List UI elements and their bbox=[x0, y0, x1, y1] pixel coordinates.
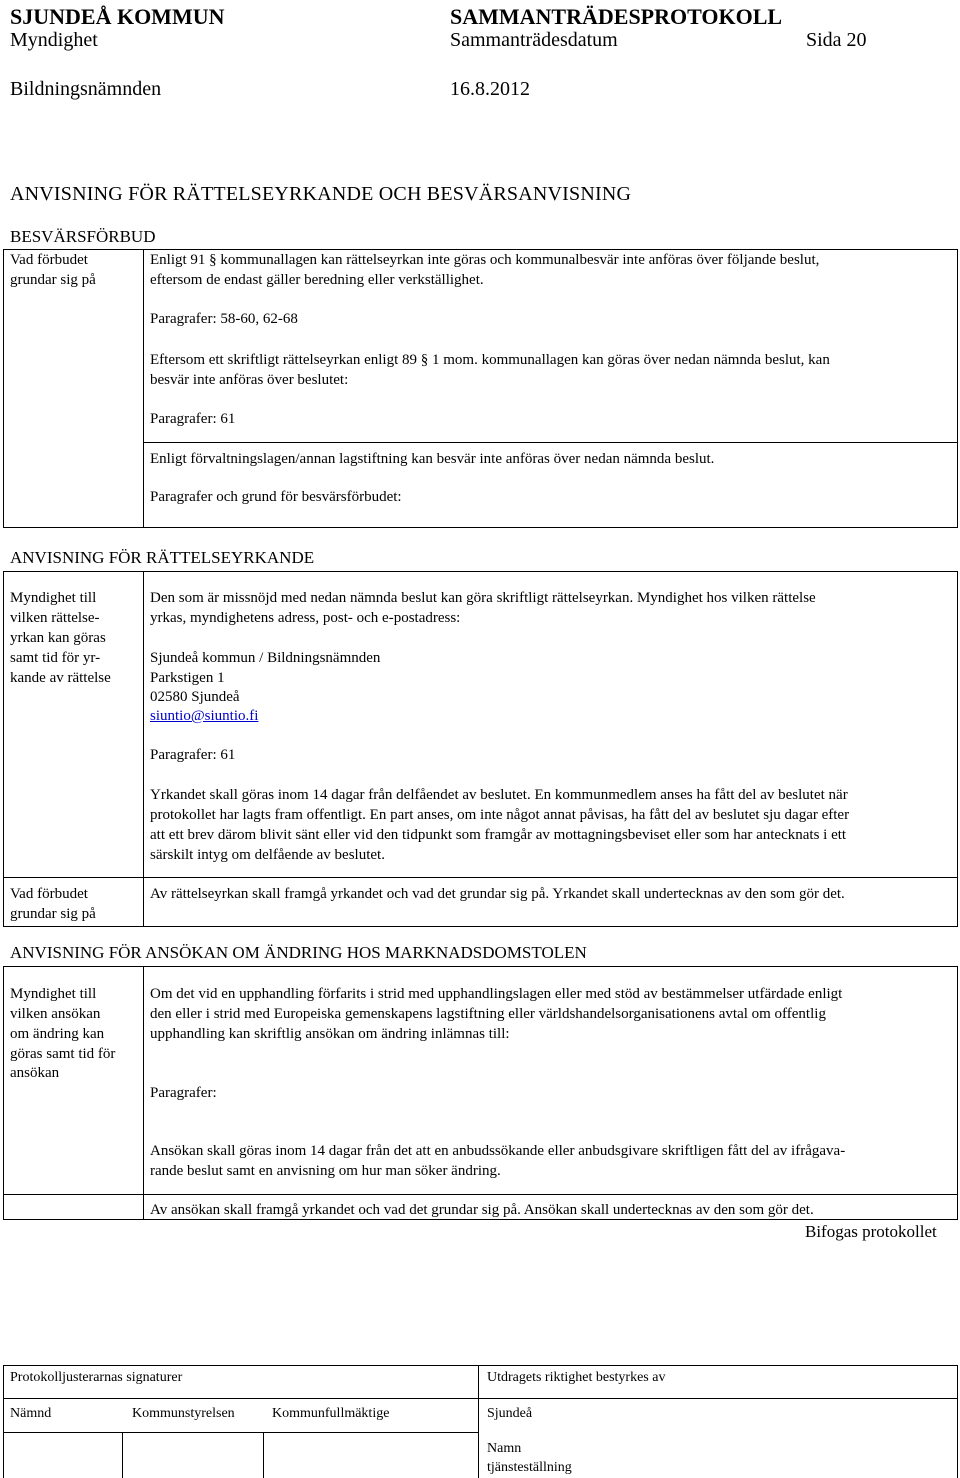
footer-col-executive: Kommunstyrelsen bbox=[132, 1406, 235, 1421]
appeal-ban-paragraphs-1: Paragrafer: 58-60, 62-68 bbox=[150, 311, 298, 327]
footer-name-label: Namn bbox=[487, 1441, 522, 1456]
market-authority-label-2: vilken ansökan bbox=[10, 1006, 101, 1022]
market-text-2a: Ansökan skall göras inom 14 dagar från det att en anbudssökande eller anbudsgivare skriftligen fått del av ifrågava- bbox=[150, 1143, 846, 1159]
address-line-3: 02580 Sjundeå bbox=[150, 689, 240, 705]
footer-title-label: tjänsteställning bbox=[487, 1460, 572, 1475]
correction-authority-label-5: kande av rättelse bbox=[10, 670, 111, 686]
appeal-ban-text-1b: eftersom de endast gäller beredning eller verkställighet. bbox=[150, 272, 484, 288]
authority-label: Myndighet bbox=[10, 29, 98, 51]
correction-text-2a: Yrkandet skall göras inom 14 dagar från delfåendet av beslutet. En kommunmedlem anses ha fått del av beslutet när bbox=[150, 787, 848, 803]
date-label: Sammanträdesdatum bbox=[450, 29, 618, 51]
correction-text-2b: protokollet har lagts fram offentligt. En part anses, om inte något annat påvisas, ha fått del av beslutet sju dagar efter bbox=[150, 807, 850, 823]
address-line-1: Sjundeå kommun / Bildningsnämnden bbox=[150, 650, 381, 666]
appeal-ban-paragraphs-2: Paragrafer: 61 bbox=[150, 411, 236, 427]
address-line-2: Parkstigen 1 bbox=[150, 670, 225, 686]
appeal-ban-ground-label: Vad förbudet grundar sig på bbox=[10, 252, 96, 288]
market-text-2b: rande beslut samt en anvisning om hur man söker ändring. bbox=[150, 1163, 501, 1179]
correction-ground-label-1: Vad förbudet bbox=[10, 886, 88, 902]
market-authority-label-5: ansökan bbox=[10, 1065, 60, 1081]
correction-text-2c: att ett brev därom blivit sänt eller vid den tidpunkt som framgår av mottagningsbeviset eller som har antecknats i ett bbox=[150, 827, 847, 843]
market-text-1a: Om det vid en upphandling förfarits i strid med upphandlingslagen eller med stöd av bestämmelser utfärdade enligt bbox=[150, 986, 843, 1002]
market-paragraphs: Paragrafer: bbox=[150, 1085, 217, 1101]
document-type: SAMMANTRÄDESPROTOKOLL bbox=[450, 4, 783, 29]
appeal-ban-text-1a: Enligt 91 § kommunallagen kan rättelseyrkan inte göras och kommunalbesvär inte anföras över följande beslut, bbox=[150, 252, 820, 268]
org-name: SJUNDEÅ KOMMUN bbox=[10, 4, 225, 29]
appeal-ban-heading: BESVÄRSFÖRBUD bbox=[10, 227, 156, 246]
market-authority-label-4: göras samt tid för bbox=[10, 1046, 116, 1062]
correction-authority-label-4: samt tid för yr- bbox=[10, 650, 101, 666]
correction-ground-text: Av rättelseyrkan skall framgå yrkandet och vad det grundar sig på. Yrkandet skall undertecknas av den som gör det. bbox=[150, 886, 845, 902]
market-authority-label-3: om ändring kan bbox=[10, 1026, 105, 1042]
footer-col-council: Kommunfullmäktige bbox=[272, 1406, 390, 1421]
page-number: Sida 20 bbox=[806, 29, 867, 51]
market-authority-label-1: Myndighet till bbox=[10, 986, 97, 1002]
market-text-1c: upphandling kan skriftlig ansökan om ändring inlämnas till: bbox=[150, 1026, 510, 1042]
market-court-heading: ANVISNING FÖR ANSÖKAN OM ÄNDRING HOS MARKNADSDOMSTOLEN bbox=[10, 943, 587, 962]
correction-heading: ANVISNING FÖR RÄTTELSEYRKANDE bbox=[10, 548, 315, 567]
correction-text-1a: Den som är missnöjd med nedan nämnda beslut kan göra skriftligt rättelseyrkan. Myndighet hos vilken rättelse bbox=[150, 590, 816, 606]
email-link[interactable]: siuntio@siuntio.fi bbox=[150, 708, 259, 724]
footer-col-sjundea: Sjundeå bbox=[487, 1406, 533, 1421]
authority-name: Bildningsnämnden bbox=[10, 78, 162, 100]
page-title: ANVISNING FÖR RÄTTELSEYRKANDE OCH BESVÄRSANVISNING bbox=[10, 183, 632, 205]
correction-paragraphs: Paragrafer: 61 bbox=[150, 747, 236, 763]
appeal-ban-text-2b: besvär inte anföras över beslutet: bbox=[150, 372, 349, 388]
footer-col-board: Nämnd bbox=[10, 1406, 52, 1421]
meeting-date: 16.8.2012 bbox=[450, 78, 530, 100]
market-text-1b: den eller i strid med Europeiska gemenskapens lagstiftning eller världshandelsorganisationens avtal om offentlig bbox=[150, 1006, 826, 1022]
divider bbox=[143, 442, 958, 443]
appeal-ban-text-3: Enligt förvaltningslagen/annan lagstiftning kan besvär inte anföras över nedan nämnda beslut. bbox=[150, 451, 715, 467]
divider bbox=[3, 877, 958, 878]
divider bbox=[3, 1194, 958, 1195]
correction-text-2d: särskilt intyg om delfående av beslutet. bbox=[150, 847, 385, 863]
market-text-3: Av ansökan skall framgå yrkandet och vad det grundar sig på. Ansökan skall undertecknas av den som gör det. bbox=[150, 1202, 814, 1218]
attachment-note: Bifogas protokollet bbox=[805, 1222, 937, 1241]
correction-ground-label-2: grundar sig på bbox=[10, 906, 96, 922]
correction-authority-label-2: vilken rättelse- bbox=[10, 610, 100, 626]
correction-text-1b: yrkas, myndighetens adress, post- och e-postadress: bbox=[150, 610, 461, 626]
correction-authority-label-3: yrkan kan göras bbox=[10, 630, 106, 646]
certify-label: Utdragets riktighet bestyrkes av bbox=[487, 1370, 666, 1385]
appeal-ban-grounds-label: Paragrafer och grund för besvärsförbudet: bbox=[150, 489, 402, 505]
appeal-ban-text-2a: Eftersom ett skriftligt rättelseyrkan enligt 89 § 1 mom. kommunallagen kan göras över nedan nämnda beslut, kan bbox=[150, 352, 830, 368]
correction-authority-label-1: Myndighet till bbox=[10, 590, 97, 606]
signatures-label: Protokolljusterarnas signaturer bbox=[10, 1370, 183, 1385]
